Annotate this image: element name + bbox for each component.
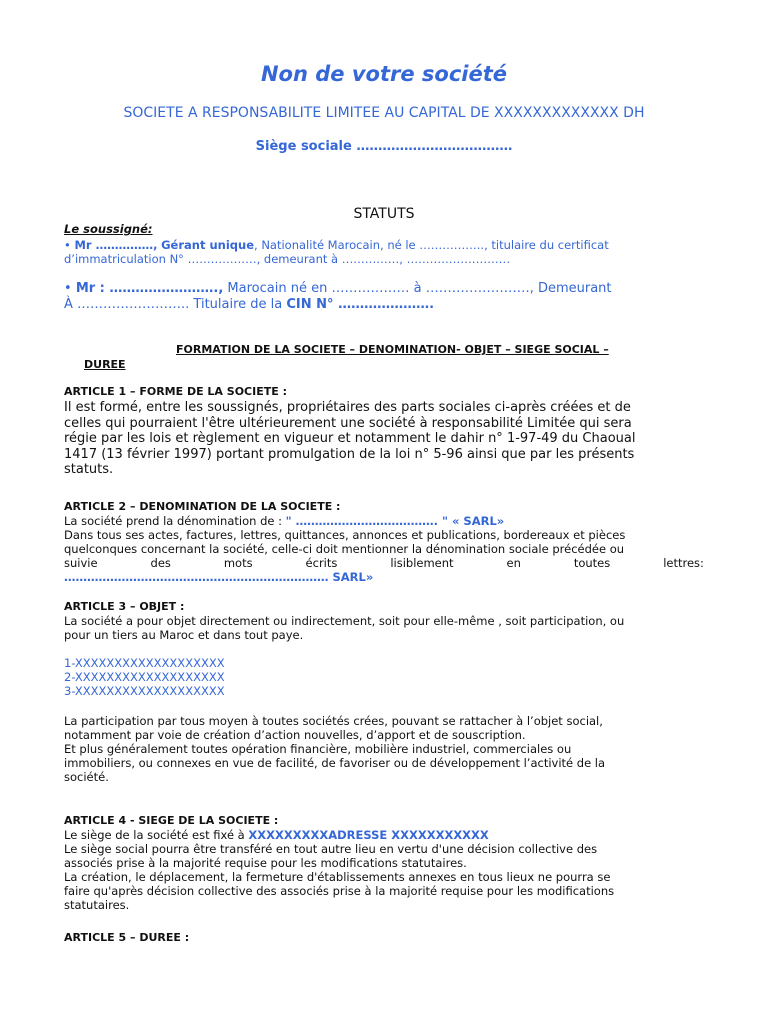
article-4-address-label: Le siège de la société est fixé à [64, 828, 249, 842]
article-3-participation [64, 714, 704, 784]
article-4-line: associés prise à la majorité requise pour les modifications statutaires. [64, 856, 467, 870]
article-2-denomination-label: La société prend la dénomination de : [64, 514, 286, 528]
article-2-word: lettres: [663, 556, 704, 570]
article-1-heading: ARTICLE 1 – FORME DE LA SOCIETE : [64, 385, 287, 398]
article-3-participation-line: société. [64, 770, 109, 784]
article-2-sarl-line: …………………………………………………………… SARL» [64, 570, 374, 584]
list-item: 1-XXXXXXXXXXXXXXXXXXX [64, 656, 225, 670]
bullet-icon: • [64, 281, 72, 296]
person-1-details: , Nationalité Marocain, né le …………….., titulaire du certificat [254, 238, 609, 252]
article-1-line: régie par les lois et règlement en vigueur et notamment le dahir n° 1-97-49 du Chaoual [64, 431, 636, 446]
article-2-word: suivie [64, 556, 98, 570]
article-2-word: mots [223, 556, 253, 570]
article-3-object-list [64, 656, 704, 698]
person-1-line-2: d’immatriculation N° ………………, demeurant à ……………, ……………………… [64, 252, 511, 266]
bullet-icon: • [64, 238, 71, 252]
company-headquarters: Siège sociale ……………………………… [255, 139, 513, 154]
soussigne-label: Le soussigné: [64, 222, 153, 236]
person-2 [64, 281, 704, 313]
article-4-line: statutaires. [64, 898, 130, 912]
article-3-participation-line: immobiliers, ou connexes en vue de facilité, de favoriser ou de développement l’activité de la [64, 756, 606, 770]
article-4-line: faire qu'après décision collective des associés prise à la majorité requise pour les modifications [64, 884, 615, 898]
article-2-word: en [506, 556, 521, 570]
formation-heading-line-2: DUREE [84, 358, 126, 371]
person-2-residence: À …………………….. Titulaire de la [64, 297, 287, 312]
article-2-word: des [150, 556, 171, 570]
article-4-heading: ARTICLE 4 - SIEGE DE LA SOCIETE : [64, 814, 279, 827]
article-4-line: La création, le déplacement, la fermeture d'établissements annexes en tous lieux ne pourra se [64, 870, 611, 884]
article-1-body [64, 400, 704, 478]
article-2-line: Dans tous ses actes, factures, lettres, quittances, annonces et publications, bordereaux et pièces [64, 528, 626, 542]
person-1 [64, 238, 704, 266]
article-3-line: pour un tiers au Maroc et dans tout paye. [64, 628, 304, 642]
article-3-participation-line: La participation par tous moyen à toutes sociétés crées, pouvant se rattacher à l’objet social, [64, 714, 603, 728]
article-2-word: lisiblement [390, 556, 454, 570]
article-2-denomination-value: " ………………………………. " « SARL» [285, 514, 505, 528]
article-3-participation-line: Et plus généralement toutes opération financière, mobilière industriel, commerciales ou [64, 742, 572, 756]
article-4-body [64, 828, 704, 912]
article-5-heading: ARTICLE 5 – DUREE : [64, 931, 190, 944]
article-1-line: statuts. [64, 462, 114, 477]
article-3-line: La société a pour objet directement ou indirectement, soit pour elle-même , soit participation, ou [64, 614, 625, 628]
person-2-mr: Mr : ……………………., [75, 281, 224, 296]
article-2-word: écrits [305, 556, 338, 570]
article-2-spread-line [64, 556, 704, 570]
person-2-cin: CIN N° …………………. [286, 297, 435, 312]
company-title: Non de votre société [260, 62, 507, 86]
article-2-heading: ARTICLE 2 – DENOMINATION DE LA SOCIETE : [64, 500, 341, 513]
formation-heading [64, 342, 704, 372]
article-2-line: quelconques concernant la société, celle-ci doit mentionner la dénomination sociale précédée ou [64, 542, 625, 556]
article-4-line: Le siège social pourra être transféré en tout autre lieu en vertu d'une décision collective des [64, 842, 598, 856]
person-1-line-1 [64, 238, 704, 252]
list-item: 2-XXXXXXXXXXXXXXXXXXX [64, 670, 225, 684]
statuts-heading: STATUTS [353, 206, 415, 222]
person-1-role: Gérant unique [161, 238, 255, 252]
article-2-body [64, 514, 704, 584]
person-2-line-1 [64, 281, 704, 297]
article-3-participation-line: notamment par voie de création d’action nouvelles, d’apport et de souscription. [64, 728, 526, 742]
list-item: 3-XXXXXXXXXXXXXXXXXXX [64, 684, 225, 698]
formation-heading-line-1: FORMATION DE LA SOCIETE – DENOMINATION- OBJET – SIEGE SOCIAL – [176, 343, 609, 356]
article-1-line: celles qui pourraient l'être ultérieurement une société à responsabilité Limitée qui sera [64, 415, 632, 431]
article-2-line-1 [64, 514, 704, 528]
article-2-word: toutes [573, 556, 611, 570]
company-legal-form: SOCIETE A RESPONSABILITE LIMITEE AU CAPITAL DE XXXXXXXXXXXXX DH [123, 105, 645, 121]
article-4-line-1 [64, 828, 704, 842]
article-3-body [64, 614, 704, 642]
article-1-line: 1417 (13 février 1997) portant promulgation de la loi n° 5-96 ainsi que par les présents [64, 446, 635, 462]
person-2-details: Marocain né en ……………… à ……………………, Demeurant [223, 281, 612, 296]
person-2-line-2 [64, 297, 704, 313]
article-4-address-value: XXXXXXXXXADRESSE XXXXXXXXXXX [248, 828, 489, 842]
person-1-mr: Mr ……………, [74, 238, 158, 252]
article-1-line: Il est formé, entre les soussignés, propriétaires des parts sociales ci-après créées et de [64, 400, 631, 415]
article-3-heading: ARTICLE 3 – OBJET : [64, 600, 185, 613]
